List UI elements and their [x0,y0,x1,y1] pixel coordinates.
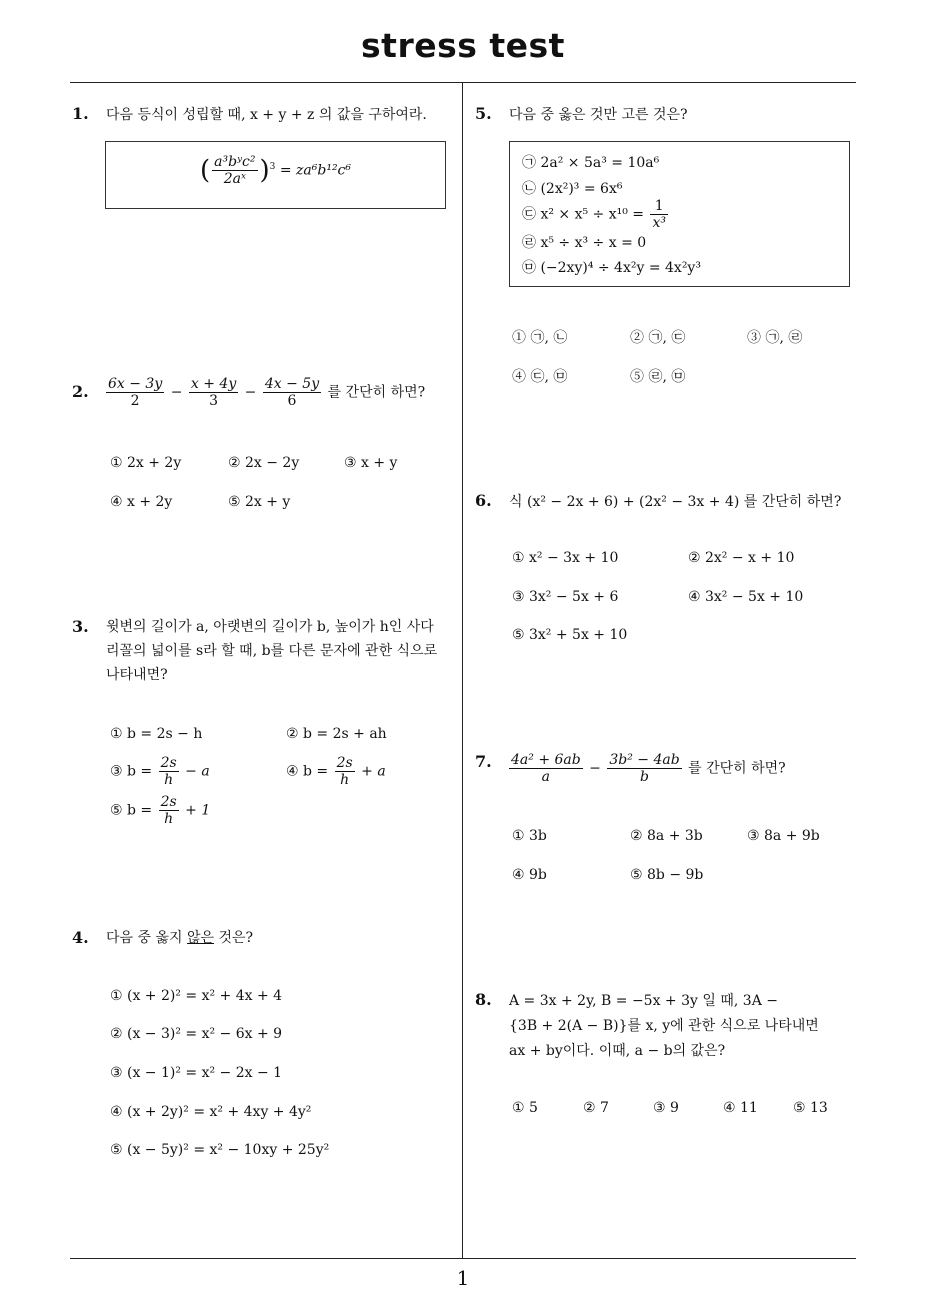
option-2[interactable]: ② 8a + 3b [630,828,703,844]
fraction-denominator: h [340,772,350,788]
question-line-2: {3B + 2(A − B)}를 x, y에 관한 식으로 나타내면 [509,1018,819,1034]
question-text: $\frac{\text{4a² + 6ab}}{a}$ − $\frac{\text{3b² − 4ab}}{b}$ 를 간단히 하면? [511,752,786,785]
question-number: 8. [475,990,492,1009]
fraction-denominator: h [164,811,174,827]
option-4[interactable] [286,755,386,788]
option-1[interactable]: ① x² − 3x + 10 [512,550,619,566]
option-1[interactable]: ① 2x + 2y [110,455,182,471]
option-4[interactable]: ④ 9b [512,867,547,883]
eq-denominator: 2aˣ [223,171,246,187]
question-number: 6. [475,491,492,510]
option-3[interactable]: ③ 9 [653,1100,679,1116]
eq-rhs: = za⁶b¹²c⁶ [279,162,352,179]
option-5[interactable]: ⑤ ㉣, ㉤ [630,369,686,385]
option-4[interactable]: ④ 3x² − 5x + 10 [688,589,804,605]
option-2[interactable]: ② (x − 3)² = x² − 6x + 9 [110,1026,283,1042]
option-label: ④ b = [286,763,329,780]
underlined-word: 않은 [186,930,215,946]
page-title: stress test [361,26,565,65]
fraction-denominator: 3 [209,393,219,409]
option-5[interactable]: ⑤ 8b − 9b [630,867,704,883]
top-rule [70,82,856,83]
column-divider [462,83,463,1259]
fraction-numerator: 6x − 3y [108,376,163,392]
question-suffix: 를 간단히 하면? [688,760,786,777]
statement-1: ㉠ 2a² × 5a³ = 10a⁶ [522,155,660,171]
option-4[interactable]: ④ 11 [723,1100,758,1116]
question-number: 5. [475,104,492,123]
fraction-denominator: x³ [652,215,666,231]
option-1[interactable]: ① b = 2s − h [110,726,203,742]
option-5[interactable]: ⑤ (x − 5y)² = x² − 10xy + 25y² [110,1142,330,1158]
option-rest: + 1 [185,802,211,819]
option-1[interactable]: ① ㉠, ㉡ [512,330,568,346]
option-3[interactable]: ③ ㉠, ㉣ [747,330,803,346]
question-text [106,925,253,951]
bottom-rule [70,1258,856,1259]
option-rest: + a [361,763,386,780]
option-1[interactable]: ① 3b [512,828,547,844]
question-text: 다음 등식이 성립할 때, x + y + z 의 값을 구하여라. [106,107,427,123]
option-4[interactable]: ④ x + 2y [110,494,173,510]
option-label: ⑤ b = [110,802,153,819]
fraction-numerator: 4x − 5y [264,376,320,392]
option-5[interactable]: ⑤ 13 [793,1100,828,1116]
option-4[interactable]: ④ (x + 2y)² = x² + 4xy + 4y² [110,1104,312,1120]
question-number: 3. [72,617,89,636]
question-line-1: 윗변의 길이가 a, 아랫변의 길이가 b, 높이가 h인 사다 [106,619,434,635]
option-label: ③ b = [110,763,153,780]
option-1[interactable]: ① 5 [512,1100,538,1116]
option-2[interactable]: ② 2x − 2y [228,455,300,471]
statement-4: ㉣ x⁵ ÷ x³ ÷ x = 0 [522,235,647,251]
question-line-3: ax + by이다. 이때, a − b의 값은? [509,1043,726,1059]
question-number: 7. [475,752,492,771]
fraction-numerator: x + 4y [190,376,237,392]
eq-numerator: a³bʸc² [214,154,256,170]
question-number: 4. [72,928,89,947]
option-2[interactable]: ② 7 [583,1100,609,1116]
option-3[interactable]: ③ (x − 1)² = x² − 2x − 1 [110,1065,283,1081]
option-5[interactable]: ⑤ 2x + y [228,494,291,510]
option-5[interactable] [110,794,210,827]
equation-box [105,141,446,209]
option-3[interactable]: ③ 3x² − 5x + 6 [512,589,619,605]
option-2[interactable]: ② ㉠, ㉢ [630,330,686,346]
equation: ( $\frac{\text{a³bʸc²}}{\text{2aˣ}}$ )$^3$ = za⁶b¹²c⁶ [200,154,352,187]
option-3[interactable] [110,755,210,788]
question-number: 1. [72,104,89,123]
fraction-numerator: 3b² − 4ab [609,752,680,768]
option-1[interactable]: ① (x + 2)² = x² + 4x + 4 [110,988,283,1004]
fraction-numerator: 2s [160,755,177,771]
fraction-denominator: a [541,769,551,785]
question-text: 식 (x² − 2x + 6) + (2x² − 3x + 4) 를 간단히 하면? [509,494,842,510]
question-number: 2. [72,382,89,401]
statement-3 [522,198,670,231]
statements-box [509,141,850,287]
option-4[interactable]: ④ ㉢, ㉤ [512,369,568,385]
fraction-numerator: 1 [650,198,668,215]
text-part: 다음 중 옳지 [106,930,187,946]
question-line-3: 나타내면? [106,667,168,683]
text-part: 것은? [214,930,254,946]
fraction-numerator: 2s [160,794,177,810]
page-number: 1 [456,1266,470,1290]
fraction-denominator: h [164,772,174,788]
question-line-2: 리꼴의 넓이를 s라 할 때, b를 다른 문자에 관한 식으로 [106,643,438,659]
option-5[interactable]: ⑤ 3x² + 5x + 10 [512,627,628,643]
option-3[interactable]: ③ x + y [344,455,398,471]
fraction-denominator: 6 [287,393,297,409]
question-text: 다음 중 옳은 것만 고른 것은? [509,107,688,123]
question-line-1: A = 3x + 2y, B = −5x + 3y 일 때, 3A − [509,993,778,1009]
fraction-denominator: b [640,769,649,785]
fraction-denominator: 2 [130,393,140,409]
fraction-numerator: 2s [336,755,353,771]
option-2[interactable]: ② b = 2s + ah [286,726,387,742]
question-text: $\frac{6x - 3y}{2}$ − $\frac{x + 4y}{3}$ − $\frac{4x - 5y}{6}$ 를 간단히 하면? [108,376,426,409]
option-rest: − a [185,763,210,780]
statement-label: ㉢ x² × x⁵ ÷ x¹⁰ = [522,206,645,223]
fraction-numerator: 4a² + 6ab [511,752,581,768]
option-3[interactable]: ③ 8a + 9b [747,828,820,844]
statement-2: ㉡ (2x²)³ = 6x⁶ [522,181,623,197]
question-suffix: 를 간단히 하면? [327,384,426,401]
statement-5: ㉤ (−2xy)⁴ ÷ 4x²y = 4x²y³ [522,260,701,276]
option-2[interactable]: ② 2x² − x + 10 [688,550,795,566]
